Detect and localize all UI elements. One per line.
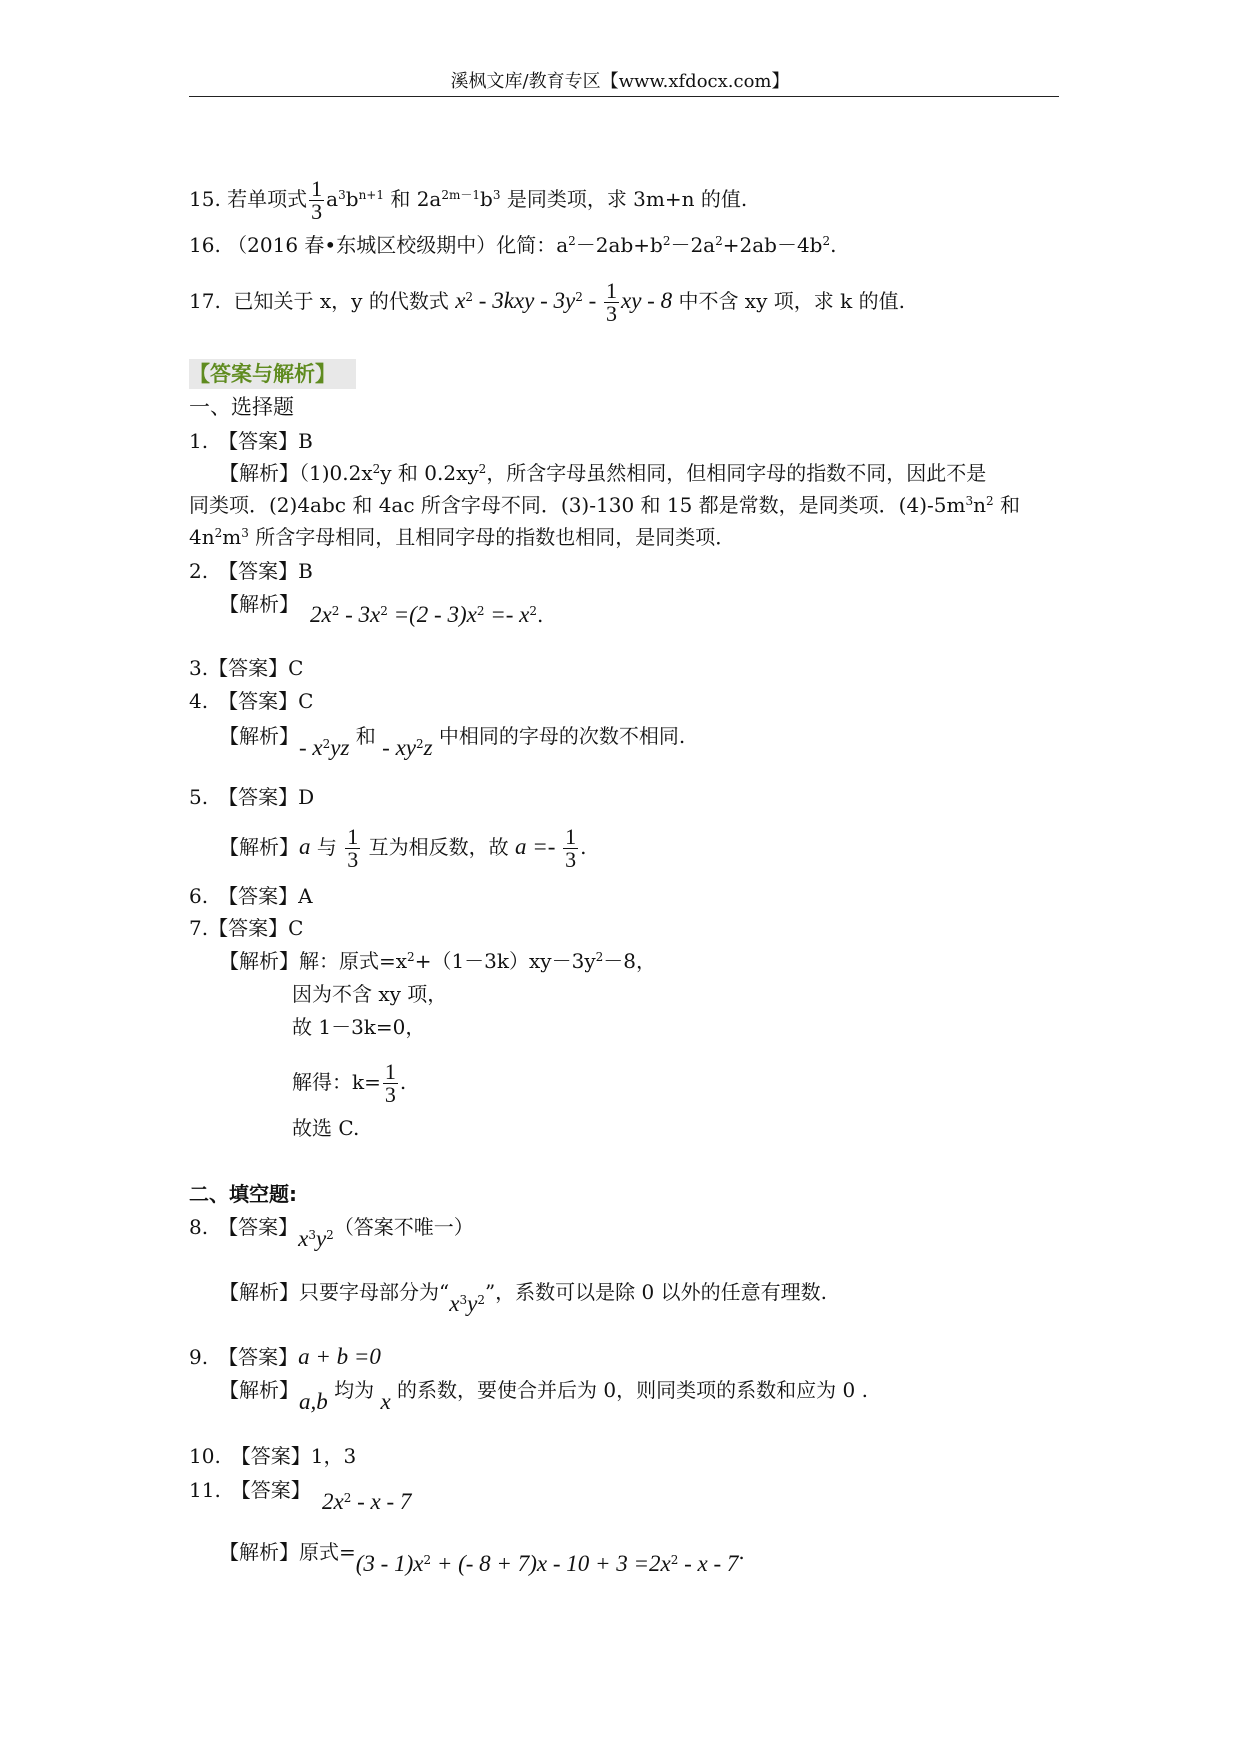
answer-8-explanation: 【解析】只要字母部分为“$x^3y^2$”，系数可以是除 0 以外的任意有理数. [219, 1280, 827, 1316]
answer-7: 7.【答案】C [189, 916, 304, 940]
answer-3: 3.【答案】C [189, 656, 304, 680]
answer-2-explanation-label: 【解析】 [219, 592, 299, 616]
answer-7-explanation: 【解析】解：原式$=x^2+(1-3k)xy-3y^2-8$， [219, 949, 656, 973]
fraction: $\frac{1}{3}$ [565, 824, 577, 872]
answer-5: 5. 【答案】D [189, 785, 315, 809]
fraction: $\frac{1}{3}$ [347, 824, 359, 872]
page-header: 溪枫文库/教育专区【www.xfdocx.com】 [450, 71, 790, 92]
question-15: 15. 若单项式 $\frac{1}{3}$ $a^3b^{n+1}$ 和 $2a^{2m-1}b^3$ 是同类项，求 3m+n 的值. [189, 176, 748, 224]
section-heading-fill: 二、填空题: [189, 1182, 297, 1206]
answer-7-step-2: 因为不含 xy 项， [292, 982, 448, 1006]
answers-section-title: 【答案与解析】 [189, 359, 356, 389]
answer-11-explanation: 【解析】原式$=(3 - 1)x^2$ + (- $8 + 7)x - 10 + 3 =2x^2 - x - 7$. [219, 1540, 745, 1576]
answer-4-explanation: 【解析】- $x^2yz$ 和 - $xy^2z$ 中相同的字母的次数不相同. [219, 724, 686, 760]
answer-11: 11. 【答案】 [189, 1478, 311, 1502]
answer-10: 10. 【答案】1，3 [189, 1444, 357, 1468]
question-17: 17. 已知关于 x，y 的代数式 $x^2 - 3kxy - 3y^2$ - $\frac{1}{3}$ xy - 8 中不含 xy 项，求 k 的值. [189, 278, 905, 326]
answer-2-formula: $2x^2 - 3x^2 =(2 - 3)x^2 =- x^2$. [310, 602, 544, 627]
answer-4: 4. 【答案】C [189, 689, 314, 713]
answer-9-explanation: 【解析】a,b 均为 x 的系数，要使合并后为 0，则同类项的系数和应为 0 . [219, 1378, 868, 1414]
answer-7-step-4: 解得：k= $\frac{1}{3}$ . [292, 1059, 407, 1107]
answer-7-step-3: 故 1－3k=0， [292, 1015, 426, 1039]
section-heading-choice: 一、选择题 [189, 395, 294, 419]
question-16: 16. （2016 春•东城区校级期中）化简：$a^2-2ab+b^2-2a^2+2ab-4b^2$. [189, 233, 837, 257]
header-rule [189, 96, 1059, 97]
answer-7-step-5: 故选 C. [292, 1116, 360, 1140]
answer-1-explanation-line2: 同类项．(2)4abc 和 4ac 所含字母不同．(3)-130 和 15 都是常数，是同类项．$(4)-5m^3n^2$ 和 [189, 493, 1020, 517]
answer-1-explanation: 【解析】$(1)0.2x^2y$ 和 $0.2xy^2$，所含字母虽然相同，但相同字母的指数不同，因此不是 [219, 461, 987, 485]
answer-9: 9. 【答案】a + b =0 [189, 1344, 381, 1369]
fraction: $\frac{1}{3}$ [384, 1059, 396, 1107]
answer-11-formula: $2x^2$ - x - 7 [322, 1489, 412, 1514]
answer-8: 8. 【答案】$x^3y^2$（答案不唯一） [189, 1215, 474, 1251]
answer-6: 6. 【答案】A [189, 884, 313, 908]
fraction: $\frac{1}{3}$ [606, 278, 618, 326]
answer-1-explanation-line3: $4n^2m^3$ 所含字母相同，且相同字母的指数也相同，是同类项． [189, 525, 736, 549]
answer-2: 2. 【答案】B [189, 559, 313, 583]
fraction: $\frac{1}{3}$ [311, 176, 323, 224]
answer-5-explanation: 【解析】a 与 $\frac{1}{3}$ 互为相反数，故 a =- $\frac{1}{3}$ . [219, 824, 587, 872]
answer-1: 1. 【答案】B [189, 429, 313, 453]
